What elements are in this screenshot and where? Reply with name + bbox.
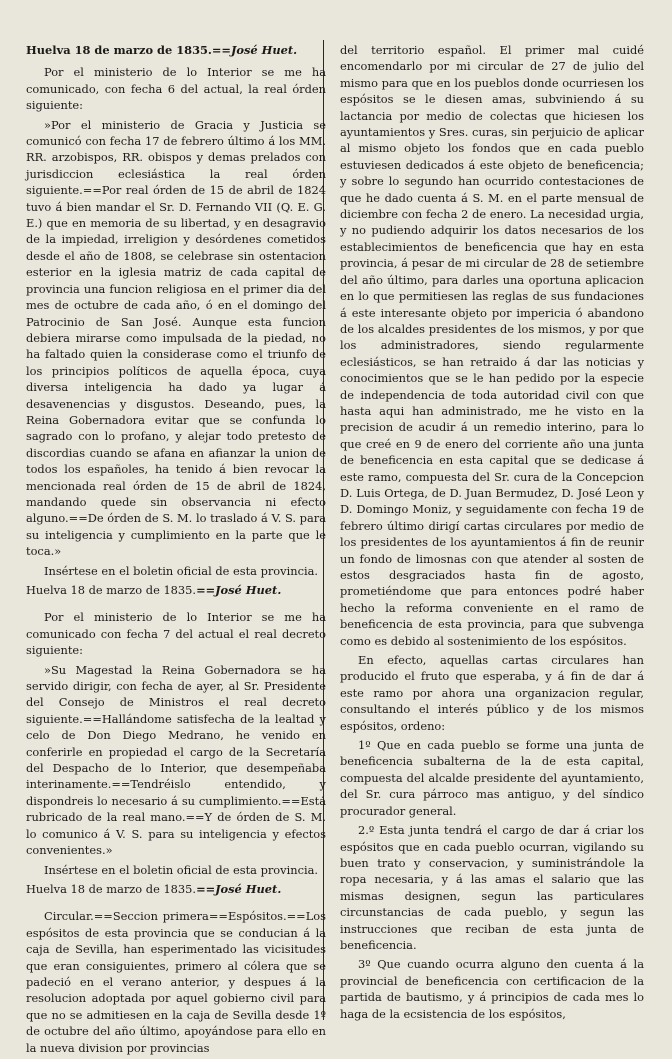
- signoff-signature: ==José Huet.: [196, 583, 282, 597]
- left-column: [26, 42, 326, 1059]
- dateline: [26, 42, 326, 58]
- signoff: [26, 582, 326, 598]
- paragraph: »Su Magestad la Reina Gobernadora se ha servido dirigir, con fecha de ayer, al Sr. Presidente del Consejo de Ministros el real decreto siguiente.==Hallándome satisfecha de la lealtad y celo de Don Diego Medrano, he venido en conferirle en propiedad el cargo de la Secretaría del Despacho de lo Interior, que desempeñaba interinamente.==Tendréislo entendido, y dispondreis lo necesario á su cumplimiento.==Está rubricado de la real mano.==Y de órden de S. M. lo comunico á V. S. para su inteligencia y efectos convenientes.»: [26, 662, 326, 858]
- paragraph: del territorio español. El primer mal cuidé encomendarlo por mi circular de 27 de julio del mismo para que en los pueblos donde ocurriesen los espósitos se le diesen amas, subviniendo á su lactancia por medio de colectas que hiciesen los ayuntamientos y Sres. curas, sin perjuicio de aplicar al mismo objeto los fondos que en cada pueblo estuviesen dedicados á este objeto de beneficencia; y sobre lo segundo han ocurrido contestaciones de que he dado cuenta á S. M. en el parte mensual de diciembre con fecha 2 de enero. La necesidad urgia, y no pudiendo adquirir los datos necesarios de los establecimientos de beneficencia que hay en esta provincia, á pesar de mi circular de 28 de setiembre del año último, para darles una oportuna aplicacion en lo que permitiesen las reglas de sus fundaciones á este interesante objeto por impericia ó abandono de los alcaldes presidentes de los mismos, y por que los administradores, siendo regularmente eclesiásticos, se han retraido á dar las noticias y conocimientos que se le han pedido por la especie de independencia de toda autoridad civil con que hasta aqui han administrado, me he visto en la precision de acudir á un remedio interino, para lo que creé en 9 de enero del corriente año una junta de beneficencia en esta capital que se dedicase á este ramo, compuesta del Sr. cura de la Concepcion D. Luis Ortega, de D. Juan Bermudez, D. José Leon y D. Domingo Moniz, y seguidamente con fecha 19 de febrero último dirigí cartas circulares por medio de los presidentes de los ayuntamientos á fin de reunir un fondo de limosnas con que atender al sosten de estos desgraciados hasta fin de agosto, prometiéndome que para entonces podré haber hecho la reforma conveniente en el ramo de beneficencia de esta provincia, para que subvenga como es debido al sostenimiento de los espósitos.: [340, 43, 644, 648]
- paragraph: Insértese en el boletin oficial de esta provincia.: [44, 862, 319, 877]
- right-column: [340, 42, 644, 1025]
- signoff-signature: ==José Huet.: [196, 881, 282, 896]
- paragraph: »Por el ministerio de Gracia y Justicia se comunicó con fecha 17 de febrero último á los MM. RR. arzobispos, RR. obispos y demas prelados con jurisdiccion eclesiástica la real órden siguiente.==Por real órden de 15 de abril de 1824 tuvo á bien mandar el Sr. D. Fernando VII (Q. E. G. E.) que en memoria de su libertad, y en desagravio de la impiedad, irreligion y desórdenes cometidos desde el año de 1808, se celebrase sin ostentacion esterior en la iglesia matriz de cada capital de provincia una funcion religiosa en el primer dia del mes de octubre de cada año, ó en el domingo del Patrocinio de San José. Aunque esta funcion debiera mirarse como impulsada de la piedad, no ha faltado quien la considerase como el triunfo de los principios políticos de aquella época, cuya diversa inteligencia ha dado ya lugar á desavenencias y disgustos. Deseando, pues, la Reina Gobernadora evitar que se confunda lo sagrado con lo profano, y alejar todo pretesto de discordias cuando se afana en afianzar la union de todos los españoles, ha tenido á bien revocar la mencionada real órden de 15 de abril de 1824, mandando quede sin observancia ni efecto alguno.==De órden de S. M. lo traslado á V. S. para su inteligencia y cumplimiento en la parte que le toca.»: [26, 117, 326, 559]
- signoff: [26, 881, 326, 897]
- paragraph: En efecto, aquellas cartas circulares han producido el fruto que esperaba, y á fin de dar á este ramo por ahora una organizacion regular, consultando el interés público y de los mismos espósitos, ordeno:: [340, 653, 644, 733]
- paragraph: Por el ministerio de lo Interior se me ha comunicado, con fecha 6 del actual, la real órden siguiente:: [26, 65, 326, 113]
- paragraph: 3º Que cuando ocurra alguno den cuenta á la provincial de beneficencia con certificacion de la partida de bautismo, y á principios de cada mes lo haga de la ecsistencia de los espósitos,: [340, 957, 644, 1021]
- dateline-text: Huelva 18 de marzo de 1835.: [26, 43, 212, 57]
- paragraph: 2.º Esta junta tendrá el cargo de dar á criar los espósitos que en cada pueblo ocurran, vigilando su buen trato y conservacion, y suministrándole la ropa necesaria, y á las amas el salario que las mismas designen, segun las particulares circunstancias de cada pueblo, y segun las instrucciones que reciban de esta junta de beneficencia.: [340, 823, 644, 952]
- paragraph: Por el ministerio de lo Interior se me ha comunicado con fecha 7 del actual el real decreto siguiente:: [26, 610, 326, 658]
- paragraph: Insértese en el boletin oficial de esta provincia.: [44, 563, 319, 578]
- signoff-date: Huelva 18 de marzo de 1835.: [26, 583, 197, 597]
- signoff-date: Huelva 18 de marzo de 1835.: [26, 881, 197, 896]
- paragraph: Circular.==Seccion primera==Espósitos.==Los espósitos de esta provincia que se conducian á la caja de Sevilla, han esperimentado las vicisitudes que eran consiguientes, primero al cólera que se padeció en el verano anterior, y despues á la resolucion adoptada por aquel gobierno civil para que no se admitiesen en la caja de Sevilla desde 1º de octubre del año último, apoyándose para ello en la nueva division por provincias: [26, 909, 326, 1055]
- paragraph: 1º Que en cada pueblo se forme una junta de beneficencia subalterna de la de esta capital, compuesta del alcalde presidente del ayuntamiento, del Sr. cura párroco mas antiguo, y del síndico procurador general.: [340, 738, 644, 818]
- dateline-signature: ==José Huet.: [211, 43, 298, 57]
